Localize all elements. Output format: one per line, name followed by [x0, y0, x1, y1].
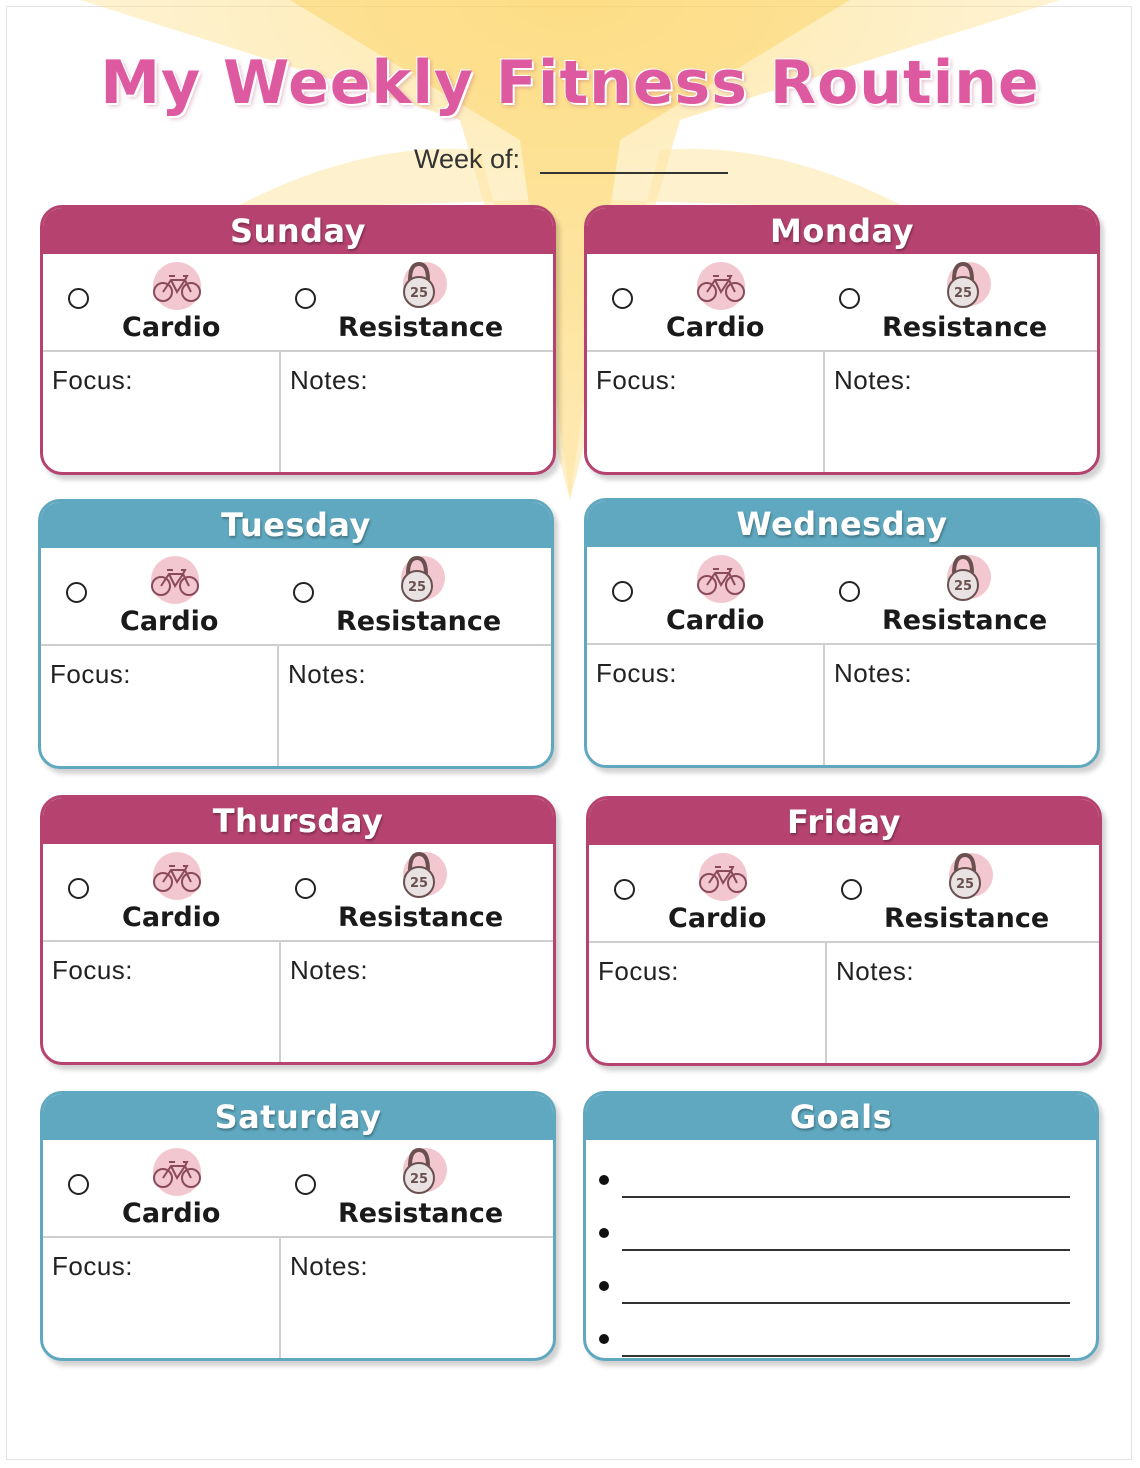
day-title: Sunday [43, 208, 553, 254]
resistance-radio[interactable] [295, 878, 316, 899]
workout-type-row [587, 547, 1097, 643]
day-card-sunday [40, 205, 556, 475]
focus-field[interactable] [587, 352, 825, 475]
cardio-radio[interactable] [612, 581, 633, 602]
day-title: Monday [587, 208, 1097, 254]
bicycle-icon [145, 554, 205, 606]
cardio-label: Cardio [120, 606, 219, 637]
notes-field[interactable] [825, 645, 1097, 768]
svg-text:25: 25 [409, 876, 429, 891]
resistance-label: Resistance [336, 606, 502, 637]
notes-label: Notes: [288, 659, 367, 689]
kettlebell-icon [937, 851, 997, 903]
focus-label: Focus: [52, 365, 134, 395]
day-title: Thursday [43, 798, 553, 844]
page-title: My Weekly Fitness Routine [100, 48, 1040, 118]
resistance-radio[interactable] [293, 582, 314, 603]
kettlebell-icon [935, 260, 995, 312]
fields-row [589, 941, 1099, 1066]
goal-line[interactable] [622, 1355, 1070, 1357]
fields-row [587, 350, 1097, 475]
resistance-radio[interactable] [839, 288, 860, 309]
focus-field[interactable] [589, 943, 827, 1066]
fields-row [587, 643, 1097, 768]
focus-field[interactable] [41, 646, 279, 769]
bicycle-icon [691, 260, 751, 312]
resistance-label: Resistance [338, 902, 504, 933]
bicycle-icon [693, 851, 753, 903]
notes-label: Notes: [290, 365, 369, 395]
bullet-icon [599, 1281, 609, 1291]
fields-row [43, 1236, 553, 1361]
resistance-radio[interactable] [295, 1174, 316, 1195]
notes-label: Notes: [834, 658, 913, 688]
bicycle-icon [691, 553, 751, 605]
day-title: Tuesday [41, 502, 551, 548]
notes-field[interactable] [825, 352, 1097, 475]
kettlebell-icon [391, 1146, 451, 1198]
goals-card [583, 1091, 1099, 1361]
day-card-wednesday [584, 498, 1100, 768]
focus-label: Focus: [52, 955, 134, 985]
svg-text:25: 25 [409, 286, 429, 301]
workout-type-row [43, 254, 553, 350]
focus-label: Focus: [52, 1251, 134, 1281]
resistance-radio[interactable] [841, 879, 862, 900]
fields-row [43, 350, 553, 475]
svg-text:25: 25 [409, 1172, 429, 1187]
cardio-label: Cardio [666, 605, 765, 636]
notes-label: Notes: [836, 956, 915, 986]
notes-field[interactable] [827, 943, 1099, 1066]
workout-type-row [587, 254, 1097, 350]
fields-row [43, 940, 553, 1065]
svg-text:25: 25 [955, 877, 975, 892]
cardio-radio[interactable] [612, 288, 633, 309]
resistance-label: Resistance [338, 1198, 504, 1229]
bullet-icon [599, 1175, 609, 1185]
cardio-radio[interactable] [68, 288, 89, 309]
day-card-friday [586, 796, 1102, 1066]
workout-type-row [41, 548, 551, 644]
resistance-radio[interactable] [295, 288, 316, 309]
kettlebell-icon [391, 850, 451, 902]
day-title: Saturday [43, 1094, 553, 1140]
cardio-radio[interactable] [614, 879, 635, 900]
focus-field[interactable] [43, 942, 281, 1065]
focus-label: Focus: [596, 658, 678, 688]
kettlebell-icon [391, 260, 451, 312]
day-card-monday [584, 205, 1100, 475]
bicycle-icon [147, 850, 207, 902]
bicycle-icon [147, 1146, 207, 1198]
notes-field[interactable] [279, 646, 551, 769]
cardio-label: Cardio [122, 1198, 221, 1229]
cardio-label: Cardio [668, 903, 767, 934]
bullet-icon [599, 1334, 609, 1344]
goal-item[interactable] [586, 1309, 1096, 1361]
fields-row [41, 644, 551, 769]
goal-line[interactable] [622, 1302, 1070, 1304]
day-card-tuesday [38, 499, 554, 769]
workout-type-row [43, 1140, 553, 1236]
goal-line[interactable] [622, 1196, 1070, 1198]
focus-field[interactable] [43, 1238, 281, 1361]
day-title: Wednesday [587, 501, 1097, 547]
workout-type-row [43, 844, 553, 940]
day-card-thursday [40, 795, 556, 1065]
goal-line[interactable] [622, 1249, 1070, 1251]
day-card-saturday [40, 1091, 556, 1361]
cardio-label: Cardio [666, 312, 765, 343]
goals-title: Goals [586, 1094, 1096, 1140]
cardio-label: Cardio [122, 902, 221, 933]
goal-item[interactable] [586, 1203, 1096, 1257]
notes-label: Notes: [290, 955, 369, 985]
focus-label: Focus: [598, 956, 680, 986]
notes-label: Notes: [834, 365, 913, 395]
kettlebell-icon [389, 554, 449, 606]
resistance-label: Resistance [338, 312, 504, 343]
focus-label: Focus: [50, 659, 132, 689]
resistance-label: Resistance [882, 605, 1048, 636]
focus-label: Focus: [596, 365, 678, 395]
cardio-radio[interactable] [68, 878, 89, 899]
notes-field[interactable] [281, 1238, 553, 1361]
notes-label: Notes: [290, 1251, 369, 1281]
resistance-radio[interactable] [839, 581, 860, 602]
kettlebell-icon [935, 553, 995, 605]
svg-text:25: 25 [953, 579, 973, 594]
resistance-label: Resistance [884, 903, 1050, 934]
focus-field[interactable] [43, 352, 281, 475]
notes-field[interactable] [281, 942, 553, 1065]
notes-field[interactable] [281, 352, 553, 475]
cardio-label: Cardio [122, 312, 221, 343]
day-title: Friday [589, 799, 1099, 845]
workout-type-row [589, 845, 1099, 941]
bicycle-icon [147, 260, 207, 312]
bullet-icon [599, 1228, 609, 1238]
goal-item[interactable] [586, 1150, 1096, 1204]
svg-text:25: 25 [953, 286, 973, 301]
cardio-radio[interactable] [68, 1174, 89, 1195]
cardio-radio[interactable] [66, 582, 87, 603]
week-of-field[interactable] [540, 172, 728, 174]
svg-text:25: 25 [407, 580, 427, 595]
week-of-label: Week of: [414, 144, 521, 174]
resistance-label: Resistance [882, 312, 1048, 343]
focus-field[interactable] [587, 645, 825, 768]
goals-list [586, 1140, 1096, 1361]
goal-item[interactable] [586, 1256, 1096, 1310]
